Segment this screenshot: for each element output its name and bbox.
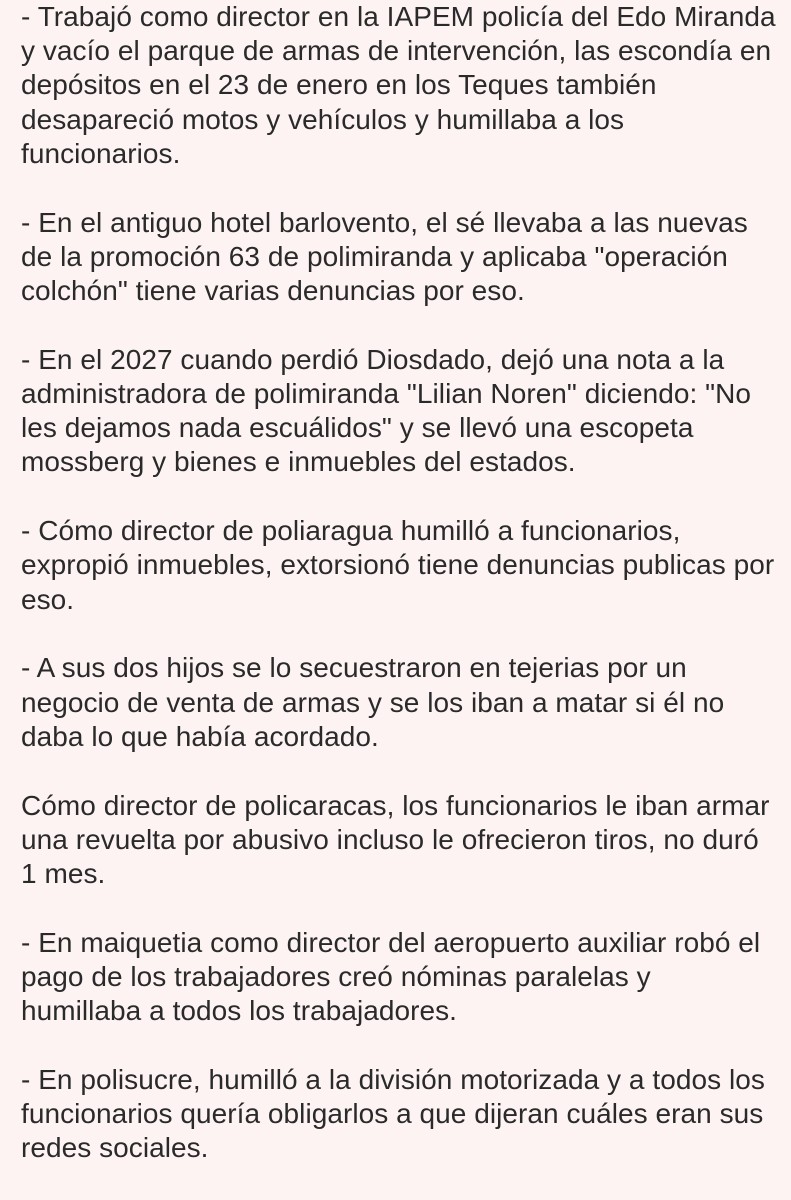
- paragraph-hotel-barlovento: - En el antiguo hotel barlovento, el sé llevaba a las nuevas de la promoción 63 de polimiranda y aplicaba "operación colchón" tiene varias denuncias por eso.: [21, 206, 748, 307]
- paragraph-hijos-secuestro: - A sus dos hijos se lo secuestraron en tejerias por un negocio de venta de armas y se los iban a matar si él no daba lo que había acordado.: [21, 652, 725, 752]
- paragraph-2027-nota: - En el 2027 cuando perdió Diosdado, dejó una nota a la administradora de polimiranda "Lilian Noren" diciendo: "No les dejamos nada escuálidos" y se llevó una escopeta mossberg y bienes e inmuebles del estados.: [21, 343, 751, 478]
- paragraph-polisucre: - En polisucre, humilló a la división motorizada y a todos los funcionarios quería obligarlos a que dijeran cuáles eran sus redes sociales.: [21, 1064, 765, 1164]
- paragraph-iapem: - Trabajó como director en la IAPEM policía del Edo Miranda y vacío el parque de armas de intervención, las escondía en depósitos en el 23 de enero en los Teques también desapareció motos y vehículos y humillaba a los funcionarios.: [21, 1, 776, 169]
- paragraph-policaracas: Cómo director de policaracas, los funcionarios le iban armar una revuelta por abusivo incluso le ofrecieron tiros, no duró 1 mes.: [21, 789, 770, 890]
- paragraph-poliaragua: - Cómo director de poliaragua humilló a funcionarios, expropió inmuebles, extorsionó tiene denuncias publicas por eso.: [21, 515, 775, 615]
- paragraph-maiquetia: - En maiquetia como director del aeropuerto auxiliar robó el pago de los trabajadores creó nóminas paralelas y humillaba a todos los trabajadores.: [21, 926, 761, 1027]
